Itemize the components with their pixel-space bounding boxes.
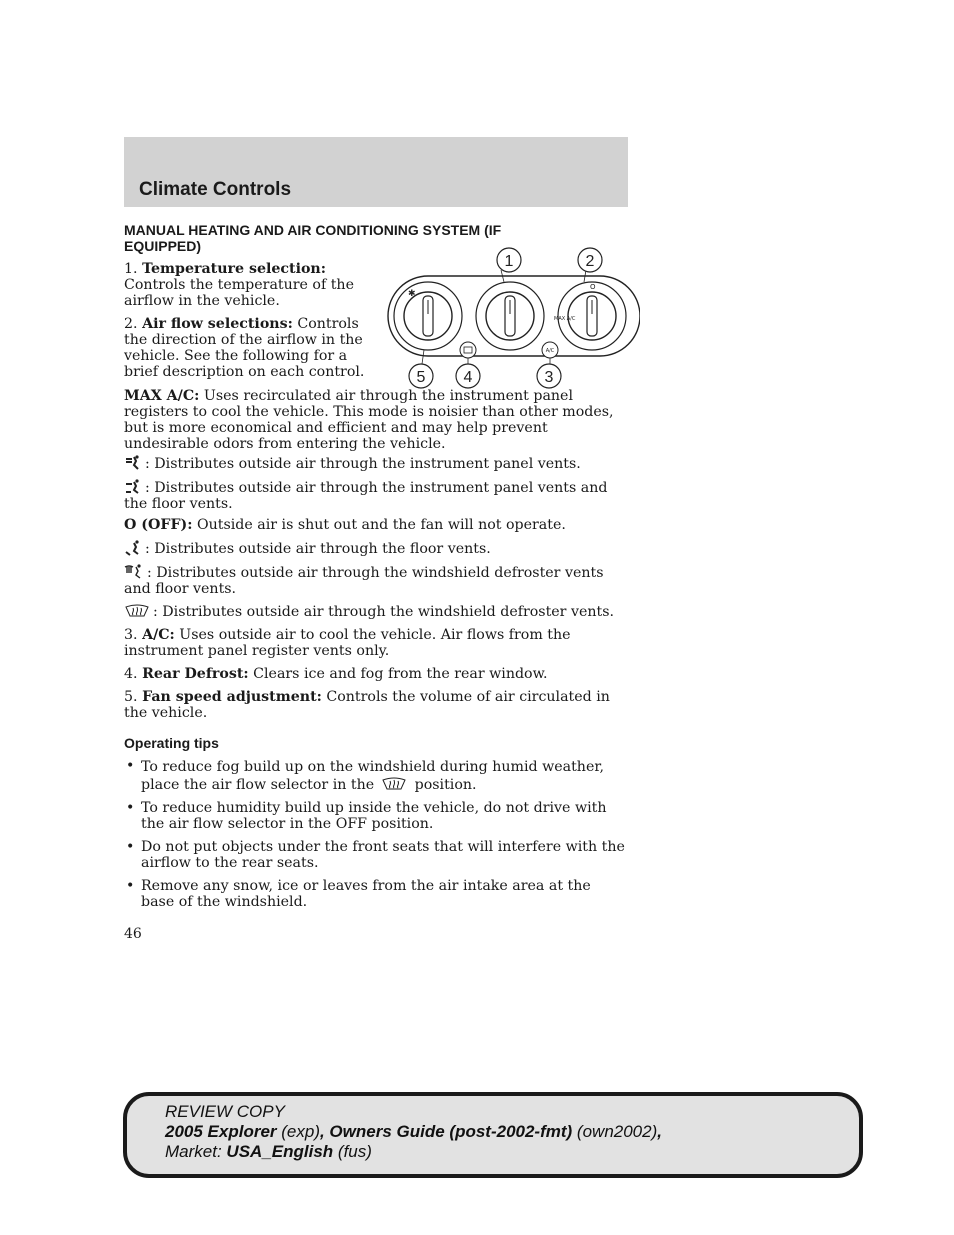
tip-item: • Do not put objects under the front seats that will interfere with the airflow to the rear seats. xyxy=(126,839,625,871)
mode-off: O (OFF): Outside air is shut out and the fan will not operate. xyxy=(124,517,566,533)
callout-4 xyxy=(456,364,480,388)
windshield-defrost-icon xyxy=(124,603,150,619)
floor-vent-icon xyxy=(124,540,142,556)
page-title: Climate Controls xyxy=(139,179,292,200)
tip-item: • To reduce humidity build up inside the vehicle, do not drive with the air flow selector in the OFF position. xyxy=(126,800,607,832)
panel-floor-vent-icon xyxy=(124,479,142,495)
svg-text:4: 4 xyxy=(463,369,473,386)
callout-3 xyxy=(537,364,561,388)
page-number: 46 xyxy=(124,926,142,942)
bullet-dot: • xyxy=(126,839,135,855)
svg-text:A/C: A/C xyxy=(545,348,555,354)
windshield-defrost-icon xyxy=(381,776,407,792)
tip-item: • Remove any snow, ice or leaves from the air intake area at the base of the windshield. xyxy=(126,878,591,910)
callout-5 xyxy=(409,364,433,388)
defrost-floor-icon xyxy=(124,564,144,580)
mode-panel: : Distributes outside air through the instrument panel vents. xyxy=(124,455,628,472)
svg-text:2: 2 xyxy=(585,253,595,270)
item-rear-defrost: 4. Rear Defrost: Clears ice and fog from the rear window. xyxy=(124,666,548,682)
item-airflow: 2. Air flow selections: Controls the direction of the airflow in the vehicle. See the following for a brief description on each control. xyxy=(124,316,365,380)
panel-vent-icon xyxy=(124,455,142,471)
item-max-ac: MAX A/C: Uses recirculated air through the instrument panel registers to cool the vehicle. This mode is noisier than other modes, but is more economical and efficient and may help prevent undesirable odors from entering the vehicle. xyxy=(124,388,614,452)
svg-text:1: 1 xyxy=(504,253,514,270)
max-ac-mark: MAX A/C xyxy=(554,316,576,322)
mode-defrost-floor: : Distributes outside air through the windshield defroster vents and floor vents. xyxy=(124,565,604,597)
item-temperature: 1. Temperature selection: Controls the temperature of the airflow in the vehicle. xyxy=(124,261,354,309)
tip-item: • To reduce fog build up on the windshield during humid weather, place the air flow selector in the position. xyxy=(126,758,605,793)
review-footer xyxy=(123,1092,863,1178)
header-band xyxy=(124,137,628,207)
callout-2 xyxy=(578,248,602,272)
ac-button xyxy=(542,342,558,358)
bullet-dot: • xyxy=(126,878,135,894)
rear-defrost-button xyxy=(460,342,476,358)
callout-1 xyxy=(497,248,521,272)
climate-control-diagram xyxy=(380,244,640,394)
mode-bilevel: : Distributes outside air through the instrument panel vents and the floor vents. xyxy=(124,480,608,512)
mode-defrost: : Distributes outside air through the windshield defroster vents. xyxy=(124,603,628,620)
footer-text: REVIEW COPY 2005 Explorer (exp), Owners Guide (post-2002-fmt) (own2002), Market: USA_English (fus) xyxy=(165,1102,662,1161)
off-mark: O xyxy=(590,283,596,291)
item-fan-speed: 5. Fan speed adjustment: Controls the volume of air circulated in the vehicle. xyxy=(124,689,610,721)
temperature-knob xyxy=(476,282,544,350)
svg-text:3: 3 xyxy=(544,369,554,386)
svg-text:5: 5 xyxy=(416,369,426,386)
operating-tips-heading: Operating tips xyxy=(124,735,219,751)
bullet-dot: • xyxy=(126,758,135,774)
fan-speed-knob xyxy=(394,282,462,350)
item-ac: 3. A/C: Uses outside air to cool the vehicle. Air flows from the instrument panel register vents only. xyxy=(124,627,571,659)
mode-floor: : Distributes outside air through the floor vents. xyxy=(124,540,628,557)
fan-icon: ✱ xyxy=(408,289,416,299)
bullet-dot: • xyxy=(126,800,135,816)
section-heading: MANUAL HEATING AND AIR CONDITIONING SYSTEM (IF EQUIPPED) xyxy=(124,222,502,254)
